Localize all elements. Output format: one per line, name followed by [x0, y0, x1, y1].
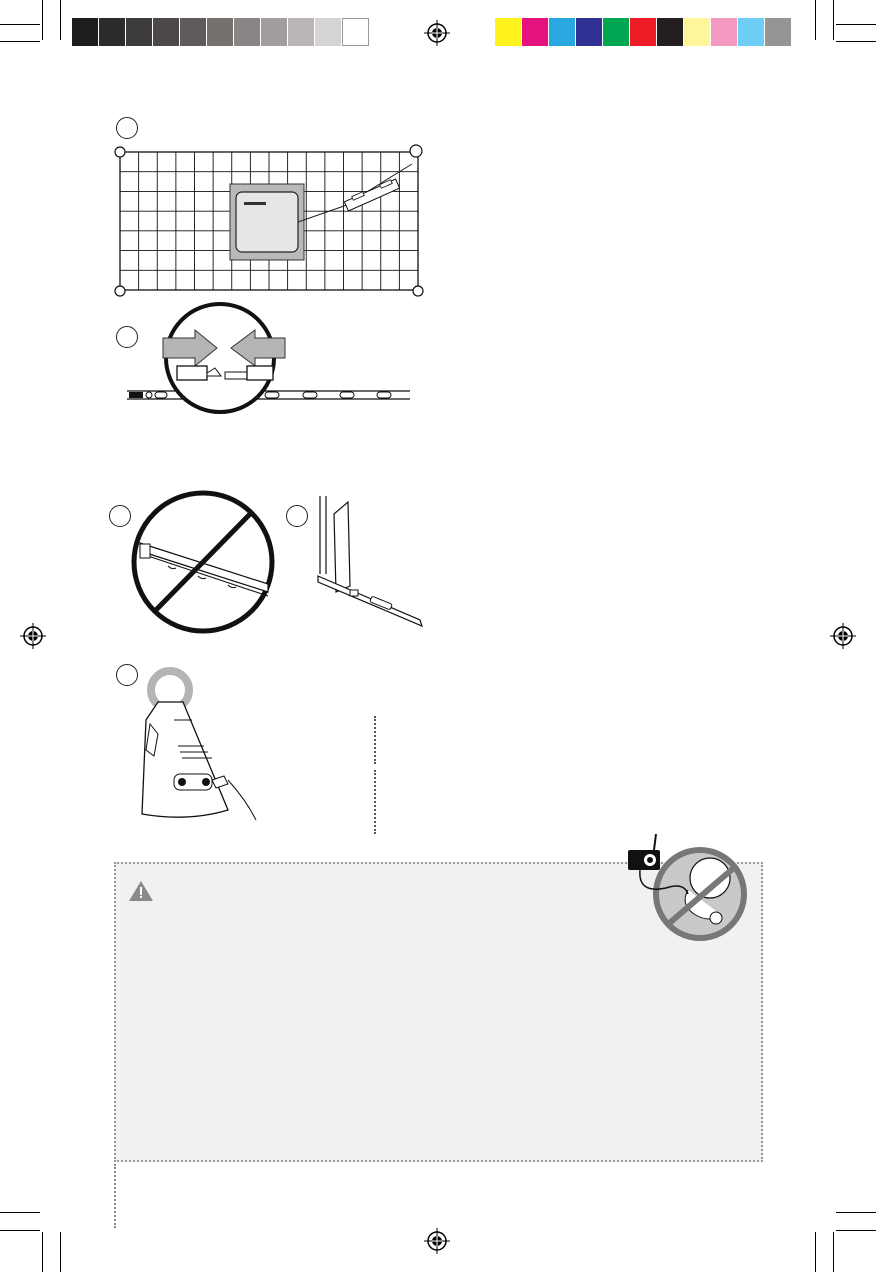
crop-mark [0, 1212, 40, 1213]
crop-mark [836, 1230, 876, 1231]
registration-mark-icon [830, 623, 856, 649]
dotted-separator [374, 716, 376, 764]
color-swatch [603, 18, 630, 46]
cable-connection-illustration [125, 300, 425, 420]
registration-mark-icon [20, 623, 46, 649]
crop-mark [0, 41, 40, 42]
crop-mark [0, 1230, 40, 1231]
color-swatch [738, 18, 765, 46]
color-swatch [126, 18, 153, 46]
registration-mark-icon [424, 1228, 450, 1254]
color-swatch [549, 18, 576, 46]
color-swatch [765, 18, 792, 46]
color-swatch [495, 18, 522, 46]
grayscale-color-bar [72, 18, 369, 46]
crop-mark [60, 1232, 61, 1272]
color-swatch [315, 18, 342, 46]
color-swatch [153, 18, 180, 46]
crop-mark [42, 1232, 43, 1272]
monitor-unit-with-adapter-illustration [128, 660, 278, 830]
no-cord-near-baby-icon [620, 834, 750, 944]
step-marker-1 [116, 117, 138, 139]
color-swatch [288, 18, 315, 46]
crop-mark [60, 0, 61, 40]
crop-mark [815, 1232, 816, 1272]
process-color-bar [495, 18, 792, 46]
dotted-margin-line [114, 1164, 116, 1228]
color-swatch [630, 18, 657, 46]
crop-mark [836, 24, 876, 25]
crop-mark [815, 0, 816, 40]
correct-mounting-illustration [300, 492, 430, 632]
crop-mark [833, 0, 834, 40]
crop-mark [42, 0, 43, 40]
incorrect-mounting-illustration [128, 488, 278, 638]
color-swatch [180, 18, 207, 46]
crop-mark [836, 41, 876, 42]
warning-triangle-icon [128, 880, 154, 902]
crop-mark [0, 24, 40, 25]
color-swatch [522, 18, 549, 46]
sensor-pad-grid-illustration [112, 142, 432, 302]
color-swatch [72, 18, 99, 46]
color-swatch [711, 18, 738, 46]
color-swatch [207, 18, 234, 46]
crop-mark [836, 1212, 876, 1213]
color-swatch [684, 18, 711, 46]
color-swatch [576, 18, 603, 46]
color-swatch [234, 18, 261, 46]
dotted-separator [374, 770, 376, 834]
color-swatch [99, 18, 126, 46]
color-swatch [342, 18, 369, 46]
color-swatch [261, 18, 288, 46]
color-swatch [657, 18, 684, 46]
registration-mark-icon [424, 20, 450, 46]
crop-mark [833, 1232, 834, 1272]
